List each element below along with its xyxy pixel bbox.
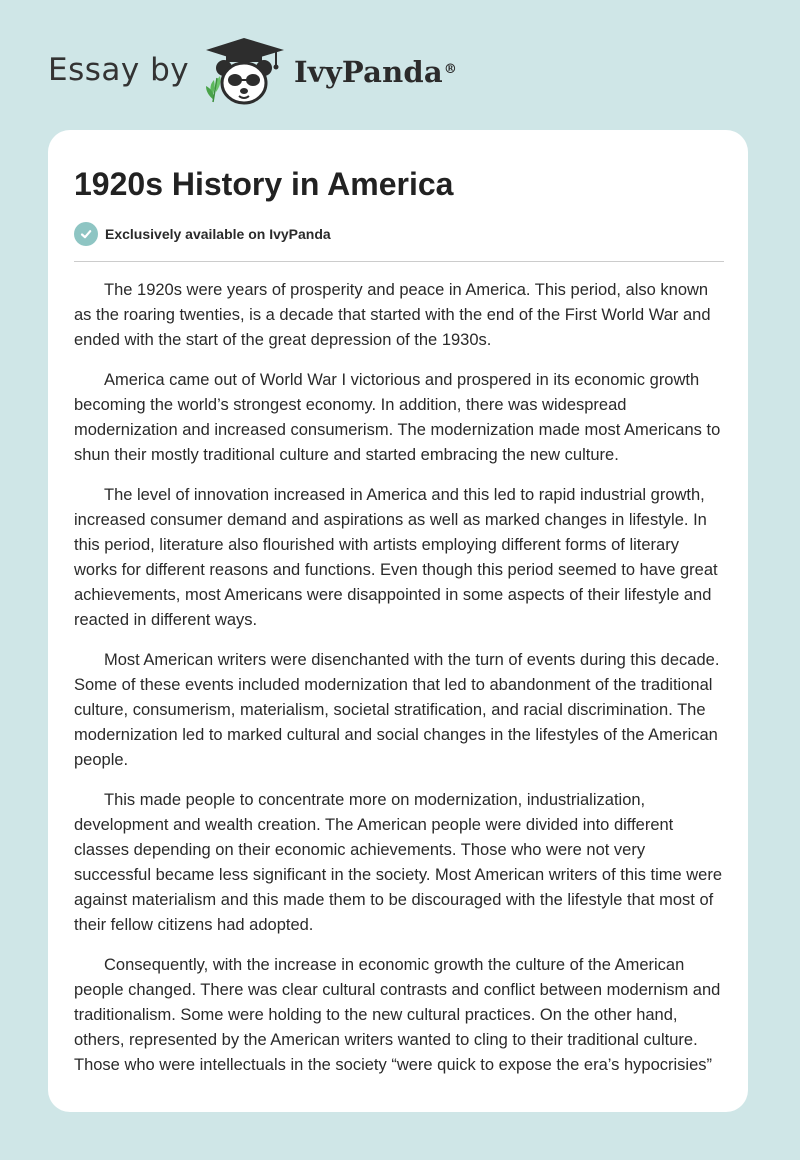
essay-paragraph: The 1920s were years of prosperity and peace in America. This period, also known as the roaring twenties, is a decade that started with the end of the First World War and ended with the start of the great depression of the 1930s. xyxy=(74,281,711,349)
essay-card xyxy=(48,130,748,1112)
essay-by-label: Essay by xyxy=(48,52,190,88)
divider xyxy=(74,261,724,262)
essay-paragraph: Most American writers were disenchanted with the turn of events during this decade. Some of these events included modernization that led to abandonment of the traditional culture, consumerism, materialism, societal stratification, and racial discrimination. The modernization led to marked cultural and social changes in the lifestyles of the American people. xyxy=(74,651,720,769)
essay-paragraph: Consequently, with the increase in economic growth the culture of the American people changed. There was clear cultural contrasts and conflict between modernism and traditionalism. Some were holding to the new cultural practices. On the other hand, others, represented by the American writers wanted to cling to their traditional culture. Those who were intellectuals in the society “were quick to expose the era’s hypocrisies” xyxy=(74,956,721,1074)
essay-paragraph: America came out of World War I victorious and prospered in its economic growth becoming the world’s strongest economy. In addition, there was widespread modernization and increased consumerism. The modernization made most Americans to shun their mostly traditional culture and started embracing the new culture. xyxy=(74,371,721,464)
page-title: 1920s History in America xyxy=(74,166,454,202)
essay-paragraph: This made people to concentrate more on modernization, industrialization, development and wealth creation. The American people were divided into different classes depending on their economic achievements. Those who were not very successful became less significant in the society. Most American writers of this time were against materialism and this made them to be discouraged with the lifestyle that most of their fellow citizens had adopted. xyxy=(74,791,723,934)
essay-body xyxy=(74,278,726,1098)
brand-name-text: IvyPanda xyxy=(294,55,443,89)
panda-logo-icon[interactable] xyxy=(202,36,286,108)
trademark-symbol: ® xyxy=(443,62,458,77)
site-header xyxy=(0,0,800,130)
essay-paragraph: The level of innovation increased in America and this led to rapid industrial growth, increased consumer demand and aspirations as well as marked changes in lifestyle. In this period, literature also flourished with artists employing different forms of literary works for different reasons and functions. Even though this period seemed to have great achievements, most Americans were disappointed in some aspects of their lifestyle and reacted in different ways. xyxy=(74,486,718,629)
exclusive-badge-text: Exclusively available on IvyPanda xyxy=(105,226,331,242)
brand-name[interactable] xyxy=(294,52,457,92)
check-icon xyxy=(74,222,98,246)
exclusive-badge xyxy=(74,222,331,246)
